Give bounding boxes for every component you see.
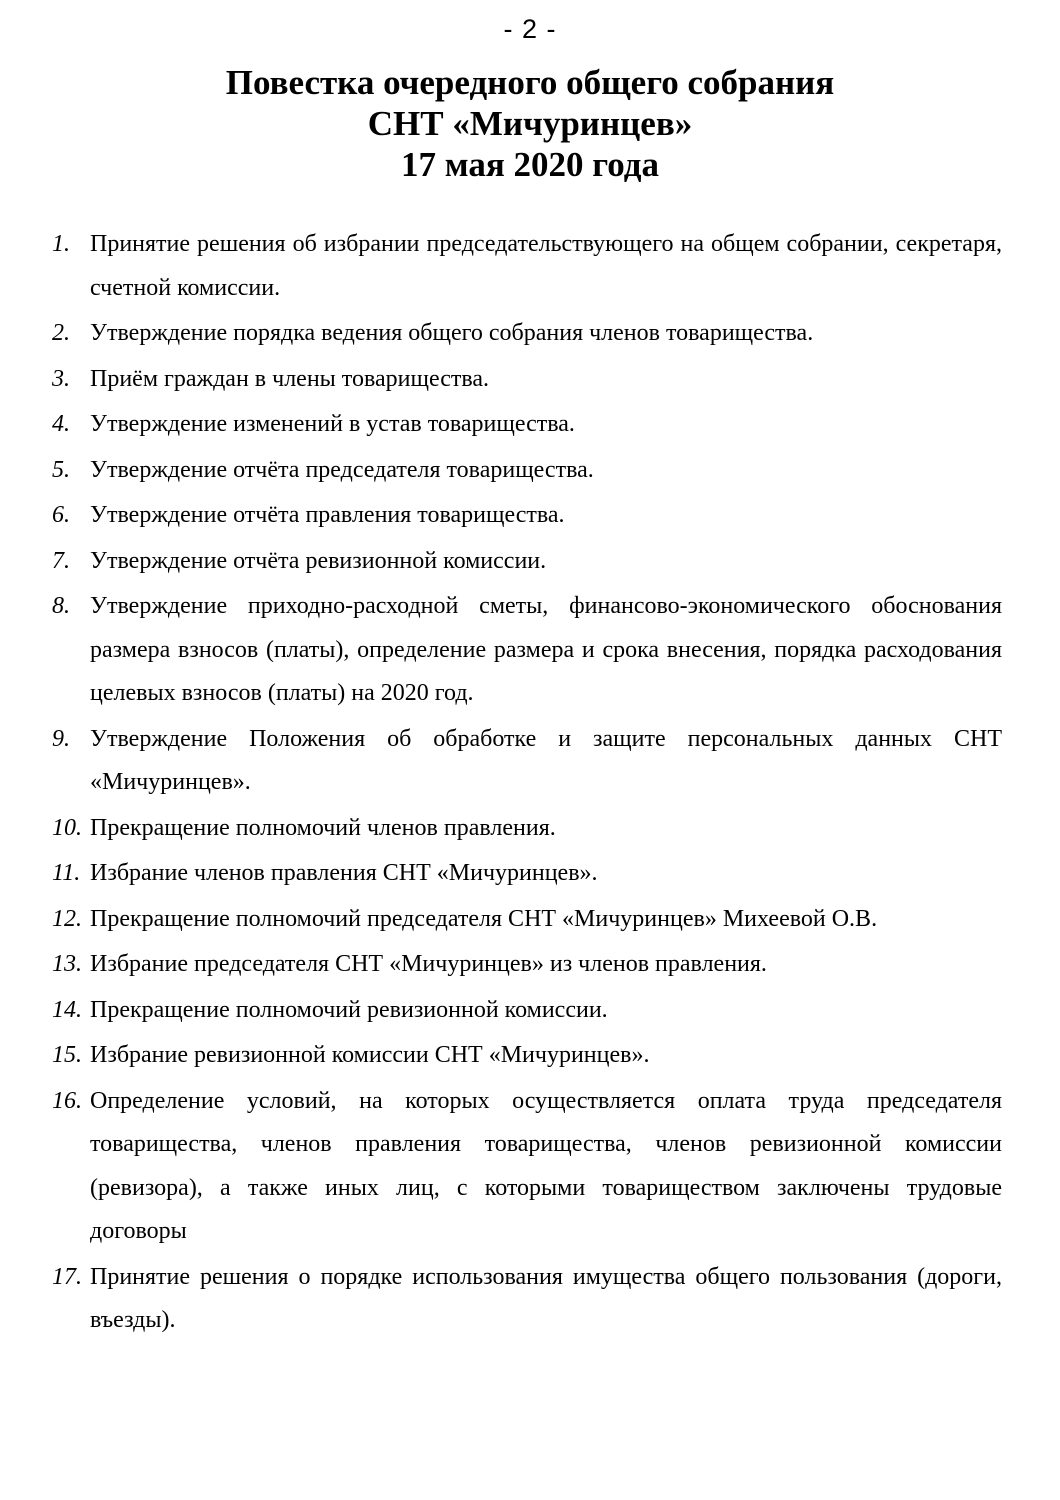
agenda-item [52,807,1002,851]
agenda-item-number: 14. [52,996,82,1023]
agenda-list [52,223,1002,1345]
agenda-item-number: 4. [52,411,70,437]
agenda-item-text: Избрание ревизионной комиссии СНТ «Мичуринцев». [90,1042,650,1068]
agenda-item-text: Утверждение порядка ведения общего собрания членов товарищества. [90,320,814,346]
agenda-item-number: 7. [52,547,70,574]
agenda-item-text: Прекращение полномочий ревизионной комиссии. [90,996,608,1023]
agenda-item-number: 8. [52,593,70,619]
agenda-item-number: 3. [52,365,70,392]
title-line-3: 17 мая 2020 года [400,145,659,184]
agenda-item-text: Принятие решения о порядке использования имущества общего пользования (дороги, въезды). [90,1263,1002,1333]
agenda-item-text: Определение условий, на которых осуществляется оплата труда председателя товарищества, членов правления товарищества, членов ревизионной комиссии (ревизора), а также иных лиц, с которыми товариществом заключены трудовые договоры [90,1087,1002,1244]
agenda-item-number: 9. [52,725,70,752]
agenda-item-text: Утверждение отчёта председателя товарищества. [90,456,594,483]
agenda-item-number: 15. [52,1042,82,1068]
agenda-item-text: Утверждение изменений в устав товарищества. [90,411,575,437]
agenda-item [52,1080,1002,1254]
agenda-item-number: 1. [52,231,70,257]
agenda-item-text: Утверждение Положения об обработке и защите персональных данных СНТ «Мичуринцев». [90,725,1002,795]
agenda-item [52,540,1002,584]
agenda-item-number: 10. [52,814,82,841]
agenda-item [52,943,1002,987]
agenda-item-number: 2. [52,320,70,346]
agenda-item-text: Прекращение полномочий председателя СНТ «Мичуринцев» Михеевой О.В. [90,905,878,932]
document-title [0,62,1060,185]
agenda-item [52,898,1002,942]
agenda-item-text: Приём граждан в члены товарищества. [90,365,490,392]
agenda-item-text: Избрание членов правления СНТ «Мичуринцев». [90,860,598,886]
agenda-item-number: 11. [52,860,81,886]
agenda-item-number: 13. [52,951,82,977]
agenda-item-number: 6. [52,502,70,528]
agenda-item-text: Принятие решения об избрании председательствующего на общем собрании, секретаря, счетной комиссии. [90,231,1002,301]
agenda-item [52,449,1002,493]
agenda-item-number: 16. [52,1087,82,1114]
title-line-2: СНТ «Мичуринцев» [367,104,693,143]
agenda-item-text: Избрание председателя СНТ «Мичуринцев» из членов правления. [90,951,767,977]
agenda-item-text: Утверждение отчёта ревизионной комиссии. [90,547,547,574]
page-number: - 2 - [503,14,557,44]
agenda-item-number: 17. [52,1263,82,1290]
title-line-1: Повестка очередного общего собрания [225,63,835,102]
agenda-item-text: Прекращение полномочий членов правления. [90,814,556,841]
agenda-item [52,403,1002,447]
agenda-item [52,312,1002,356]
agenda-item [52,852,1002,896]
agenda-item [52,358,1002,402]
agenda-item [52,989,1002,1033]
agenda-item [52,223,1002,310]
agenda-item [52,585,1002,716]
agenda-item-text: Утверждение отчёта правления товарищества. [90,502,565,528]
agenda-item [52,1256,1002,1343]
agenda-item-number: 12. [52,905,82,932]
agenda-item [52,718,1002,805]
agenda-item [52,1034,1002,1078]
agenda-item-number: 5. [52,456,70,483]
agenda-item-text: Утверждение приходно-расходной сметы, финансово-экономического обоснования размера взносов (платы), определение размера и срока внесения, порядка расходования целевых взносов (платы) на 2020 год. [90,593,1002,706]
agenda-item [52,494,1002,538]
